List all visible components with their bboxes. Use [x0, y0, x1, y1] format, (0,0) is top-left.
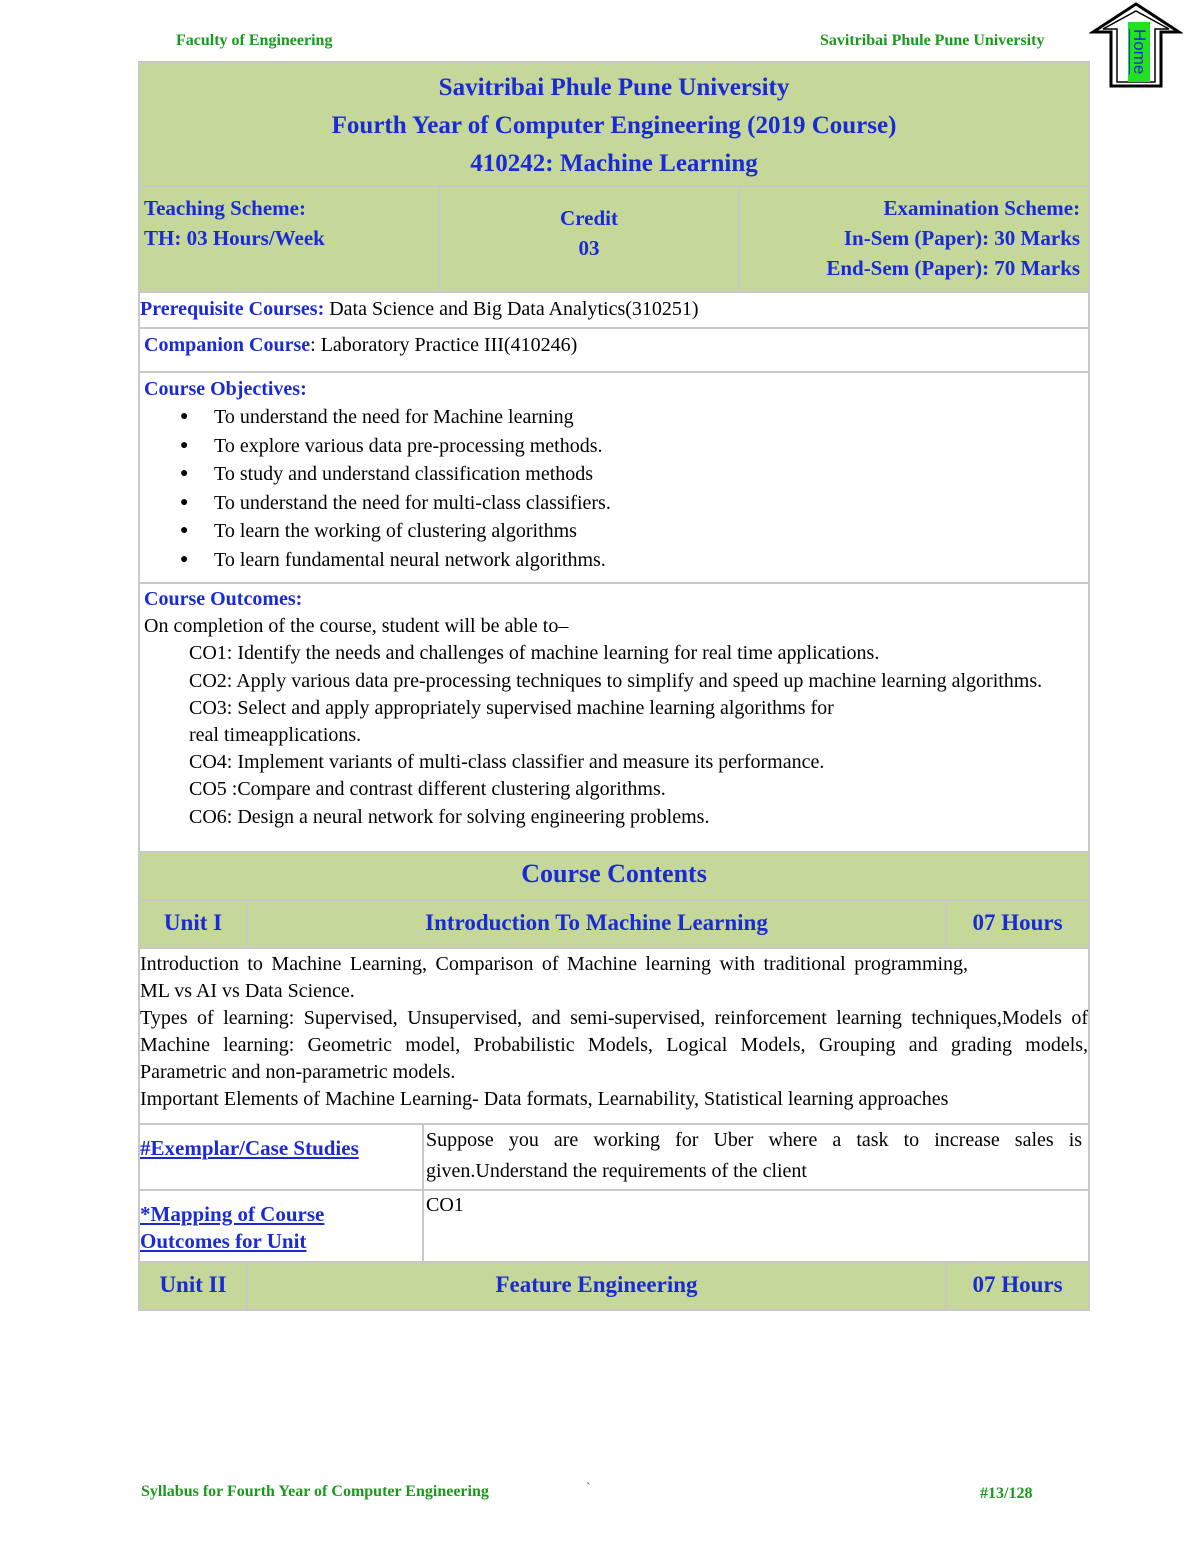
- objectives-cell: [139, 372, 1089, 583]
- objectives-label: Course Objectives:: [144, 378, 307, 400]
- exam-scheme-cell: [739, 186, 1089, 292]
- program-title: Fourth Year of Computer Engineering (2019 Course): [331, 112, 897, 139]
- footer-mark: `: [586, 1481, 591, 1496]
- co2: CO2: Apply various data pre-processing techniques to simplify and speed up machine learning algorithms.: [189, 669, 1043, 692]
- course-contents-title: Course Contents: [139, 852, 1089, 900]
- unit-2-header: [139, 1262, 1089, 1310]
- mapping-value: CO1: [423, 1190, 1089, 1262]
- course-title-block: [139, 62, 1089, 186]
- co5: CO5 :Compare and contrast different clustering algorithms.: [189, 778, 666, 801]
- unit-1-para-2: Types of learning: Supervised, Unsupervised, and semi-supervised, reinforcement learning techniques,Models of Machine learning: Geometric model, Probabilistic Models, Logical Models, Grouping and grading models, Parametric and non-parametric models.: [140, 1006, 1089, 1083]
- objective-item: ● To study and understand classification methods: [214, 460, 1084, 489]
- teaching-scheme-label: Teaching Scheme:: [144, 196, 306, 220]
- unit-1-para-3: Important Elements of Machine Learning- Data formats, Learnability, Statistical learning approaches: [140, 1087, 949, 1110]
- objective-item: ● To explore various data pre-processing methods.: [214, 432, 1084, 461]
- exam-scheme-label: Examination Scheme:: [883, 196, 1081, 220]
- co1: CO1: Identify the needs and challenges of machine learning for real time applications.: [189, 642, 880, 665]
- footer-page-number: #13/128: [980, 1485, 1033, 1502]
- outcomes-cell: [139, 583, 1089, 852]
- credit-cell: [439, 186, 739, 292]
- credit-label: Credit: [560, 206, 618, 230]
- exemplar-link[interactable]: #Exemplar/Case Studies: [140, 1135, 359, 1160]
- objectives-list: [144, 403, 1084, 574]
- co4: CO4: Implement variants of multi-class classifier and measure its performance.: [189, 751, 825, 774]
- footer-syllabus: Syllabus for Fourth Year of Computer Engineering: [141, 1483, 489, 1500]
- exemplar-value: Suppose you are working for Uber where a task to increase sales is given.Understand the requirements of the client: [423, 1124, 1089, 1190]
- header-faculty: Faculty of Engineering: [176, 32, 333, 49]
- unit-1-label: Unit I: [139, 900, 247, 948]
- unit-1-content: [139, 948, 1089, 1124]
- header-university: Savitribai Phule Pune University: [820, 32, 1045, 49]
- endsem-marks: End-Sem (Paper): 70 Marks: [826, 256, 1081, 280]
- exemplar-label-cell: [139, 1124, 423, 1190]
- home-link[interactable]: Home: [1128, 22, 1150, 82]
- unit-1-hours: 07 Hours: [946, 900, 1089, 948]
- companion-row: [139, 328, 1089, 372]
- objective-item: ● To learn the working of clustering algorithms: [214, 517, 1084, 546]
- co3: CO3: Select and apply appropriately supervised machine learning algorithms for: [189, 696, 834, 719]
- prerequisite-row: [139, 292, 1089, 328]
- outcomes-intro: On completion of the course, student will be able to–: [144, 615, 569, 638]
- unit-2-hours: 07 Hours: [946, 1262, 1089, 1310]
- prerequisite-value: Data Science and Big Data Analytics(310251): [324, 298, 699, 320]
- mapping-label-cell: [139, 1190, 423, 1262]
- companion-value: : Laboratory Practice III(410246): [310, 334, 578, 356]
- university-title: Savitribai Phule Pune University: [438, 74, 790, 101]
- syllabus-table: [138, 61, 1090, 1311]
- insem-marks: In-Sem (Paper): 30 Marks: [843, 226, 1081, 250]
- course-code-title: 410242: Machine Learning: [470, 150, 758, 177]
- unit-1-header: [139, 900, 1089, 948]
- unit-2-name: Feature Engineering: [247, 1262, 946, 1310]
- objective-item: ● To understand the need for Machine learning: [214, 403, 1084, 432]
- unit-1-name: Introduction To Machine Learning: [247, 900, 946, 948]
- credit-value: 03: [578, 236, 600, 260]
- co6: CO6: Design a neural network for solving engineering problems.: [189, 805, 710, 828]
- objective-item: ● To understand the need for multi-class classifiers.: [214, 489, 1084, 518]
- mapping-link[interactable]: *Mapping of Course Outcomes for Unit: [140, 1201, 325, 1253]
- objective-item: ● To learn fundamental neural network algorithms.: [214, 546, 1084, 575]
- outcomes-label: Course Outcomes:: [144, 588, 303, 610]
- prerequisite-label: Prerequisite Courses:: [140, 298, 325, 320]
- unit-2-label: Unit II: [139, 1262, 247, 1310]
- companion-label: Companion Course: [144, 334, 311, 356]
- co3-continued: real timeapplications.: [189, 724, 362, 747]
- teaching-scheme-cell: [139, 186, 439, 292]
- unit-1-para-1: Introduction to Machine Learning, Comparison of Machine learning with traditional programming, ML vs AI vs Data Science.: [140, 952, 969, 1002]
- teaching-scheme-value: TH: 03 Hours/Week: [144, 226, 325, 250]
